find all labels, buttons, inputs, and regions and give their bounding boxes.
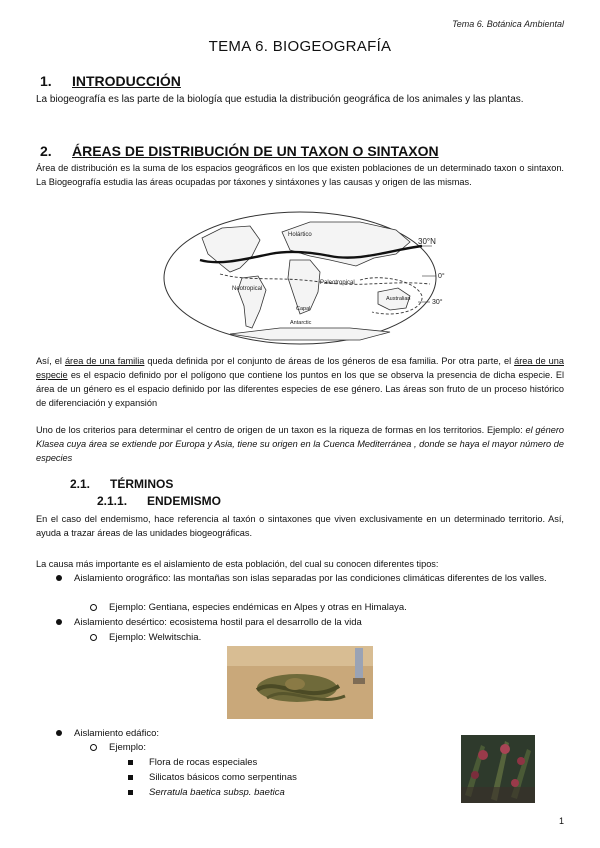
section-title: ÁREAS DE DISTRIBUCIÓN DE UN TAXON O SINTAXON — [72, 143, 439, 159]
para-text: Uno de los criterios para determinar el centro de origen de un taxon es la riqueza de formas en los territorios. Ejemplo: — [36, 425, 526, 435]
term-area-familia: área de una familia — [64, 356, 145, 366]
bullet-orografico-example — [90, 600, 560, 615]
region-label-antarctic: Antarctic — [290, 320, 312, 326]
region-label-holartic: Holártico — [288, 232, 312, 238]
origin-criteria-paragraph — [36, 423, 564, 465]
causes-paragraph: La causa más importante es el aislamiento de esta población, del cual su conocen diferentes tipos: — [36, 559, 439, 569]
bullet-text: Silicatos básicos como serpentinas — [149, 772, 297, 783]
bullet-circle — [90, 634, 97, 641]
bullet-text: Flora de rocas especiales — [149, 757, 258, 768]
bullet-text: Aislamiento edáfico: — [74, 728, 160, 739]
areas-paragraph: Área de distribución es la suma de los espacios geográficos en los que existen poblaciones de un determinado taxon o sintaxon. La Biogeografía estudia las áreas ocupadas por táxones y sintáxones y las causas y origen de las mismas. — [36, 163, 564, 187]
subsection-number: 2.1.1. — [97, 494, 128, 508]
running-header: Tema 6. Botánica Ambiental — [452, 19, 564, 29]
subsection-title: TÉRMINOS — [110, 477, 174, 491]
subsection-number: 2.1. — [70, 477, 91, 491]
region-label-capensis: Capal — [296, 306, 311, 312]
lat-label-30s: 30° — [432, 299, 443, 306]
intro-paragraph: La biogeografía es las parte de la biología que estudia la distribución geográfica de los animales y las plantas. — [36, 94, 524, 105]
bullet-square — [128, 760, 133, 765]
sub-bullet-flora-rocas — [128, 755, 428, 770]
region-label-paleotropical: Paleotropical — [320, 280, 355, 286]
lat-label-30n: 30°N — [418, 237, 436, 246]
bullet-square — [128, 775, 133, 780]
section-heading-introduccion — [40, 73, 181, 89]
bullet-circle — [90, 744, 97, 751]
welwitschia-photo — [227, 646, 373, 719]
para-text: queda definida por el conjunto de áreas de los géneros de esa familia. Por otra parte, el — [144, 356, 515, 366]
bullet-desertico-example — [90, 630, 560, 645]
endemismo-paragraph: En el caso del endemismo, hace referencia al taxón o sintaxones que viven exclusivamente en un determinado territorio. Así, ayuda a trazar áreas de las unidades biogeográficas. — [36, 514, 564, 538]
bullet-desertico — [56, 615, 564, 630]
sub-bullet-serratula — [128, 785, 428, 800]
bullet-text: Aislamiento orográfico: las montañas son islas separadas por las condiciones climáticas diferentes de los valles. — [74, 573, 547, 584]
region-label-australian: Australian — [386, 296, 411, 302]
para-text: es el espacio definido por el polígono que contiene los puntos en los que se observa la presencia de dicha especie. El área de un género es el espacio definido por las diferentes especies de ese género. Las áreas son fruto de un proceso histórico de diferenciación y expansión — [36, 370, 564, 408]
para-text: Así, el — [36, 356, 65, 366]
term-area-especie: área de una especie — [36, 356, 564, 380]
world-biogeographic-map — [160, 210, 450, 350]
lat-label-0: 0° — [438, 273, 445, 280]
section-heading-areas — [40, 143, 439, 159]
subsection-heading-terminos — [70, 477, 173, 491]
bullet-dot — [56, 730, 62, 736]
bullet-text: Aislamiento desértico: ecosistema hostil para el desarrollo de la vida — [74, 617, 362, 628]
example-italic: el género Klasea cuya área se extiende por Europa y Asia, tiene su origen en la Cuenca Mediterránea , donde se haya el mayor número de especies — [36, 425, 564, 463]
section-number: 1. — [40, 73, 52, 89]
bullet-circle — [90, 604, 97, 611]
serratula-photo — [461, 735, 535, 803]
bullet-text: Serratula baetica subsp. baetica — [149, 787, 285, 798]
section-number: 2. — [40, 143, 52, 159]
bullet-square — [128, 790, 133, 795]
bullet-text: Ejemplo: Welwitschia. — [109, 632, 202, 643]
page-number: 1 — [558, 816, 564, 826]
sub-bullet-silicatos — [128, 770, 428, 785]
subsection-heading-endemismo — [97, 494, 221, 508]
bullet-edafico-example — [90, 740, 390, 755]
bullet-dot — [56, 619, 62, 625]
bullet-text: Ejemplo: Gentiana, especies endémicas en Alpes y otras en Himalaya. — [109, 602, 407, 613]
area-definitions-paragraph — [36, 354, 564, 410]
bullet-orografico — [56, 571, 564, 586]
section-title: INTRODUCCIÓN — [72, 73, 181, 89]
region-label-neotropical: Neotropical — [232, 286, 263, 292]
document-title: TEMA 6. BIOGEOGRAFÍA — [208, 38, 392, 55]
subsection-title: ENDEMISMO — [147, 494, 222, 508]
bullet-dot — [56, 575, 62, 581]
bullet-text: Ejemplo: — [109, 742, 146, 753]
